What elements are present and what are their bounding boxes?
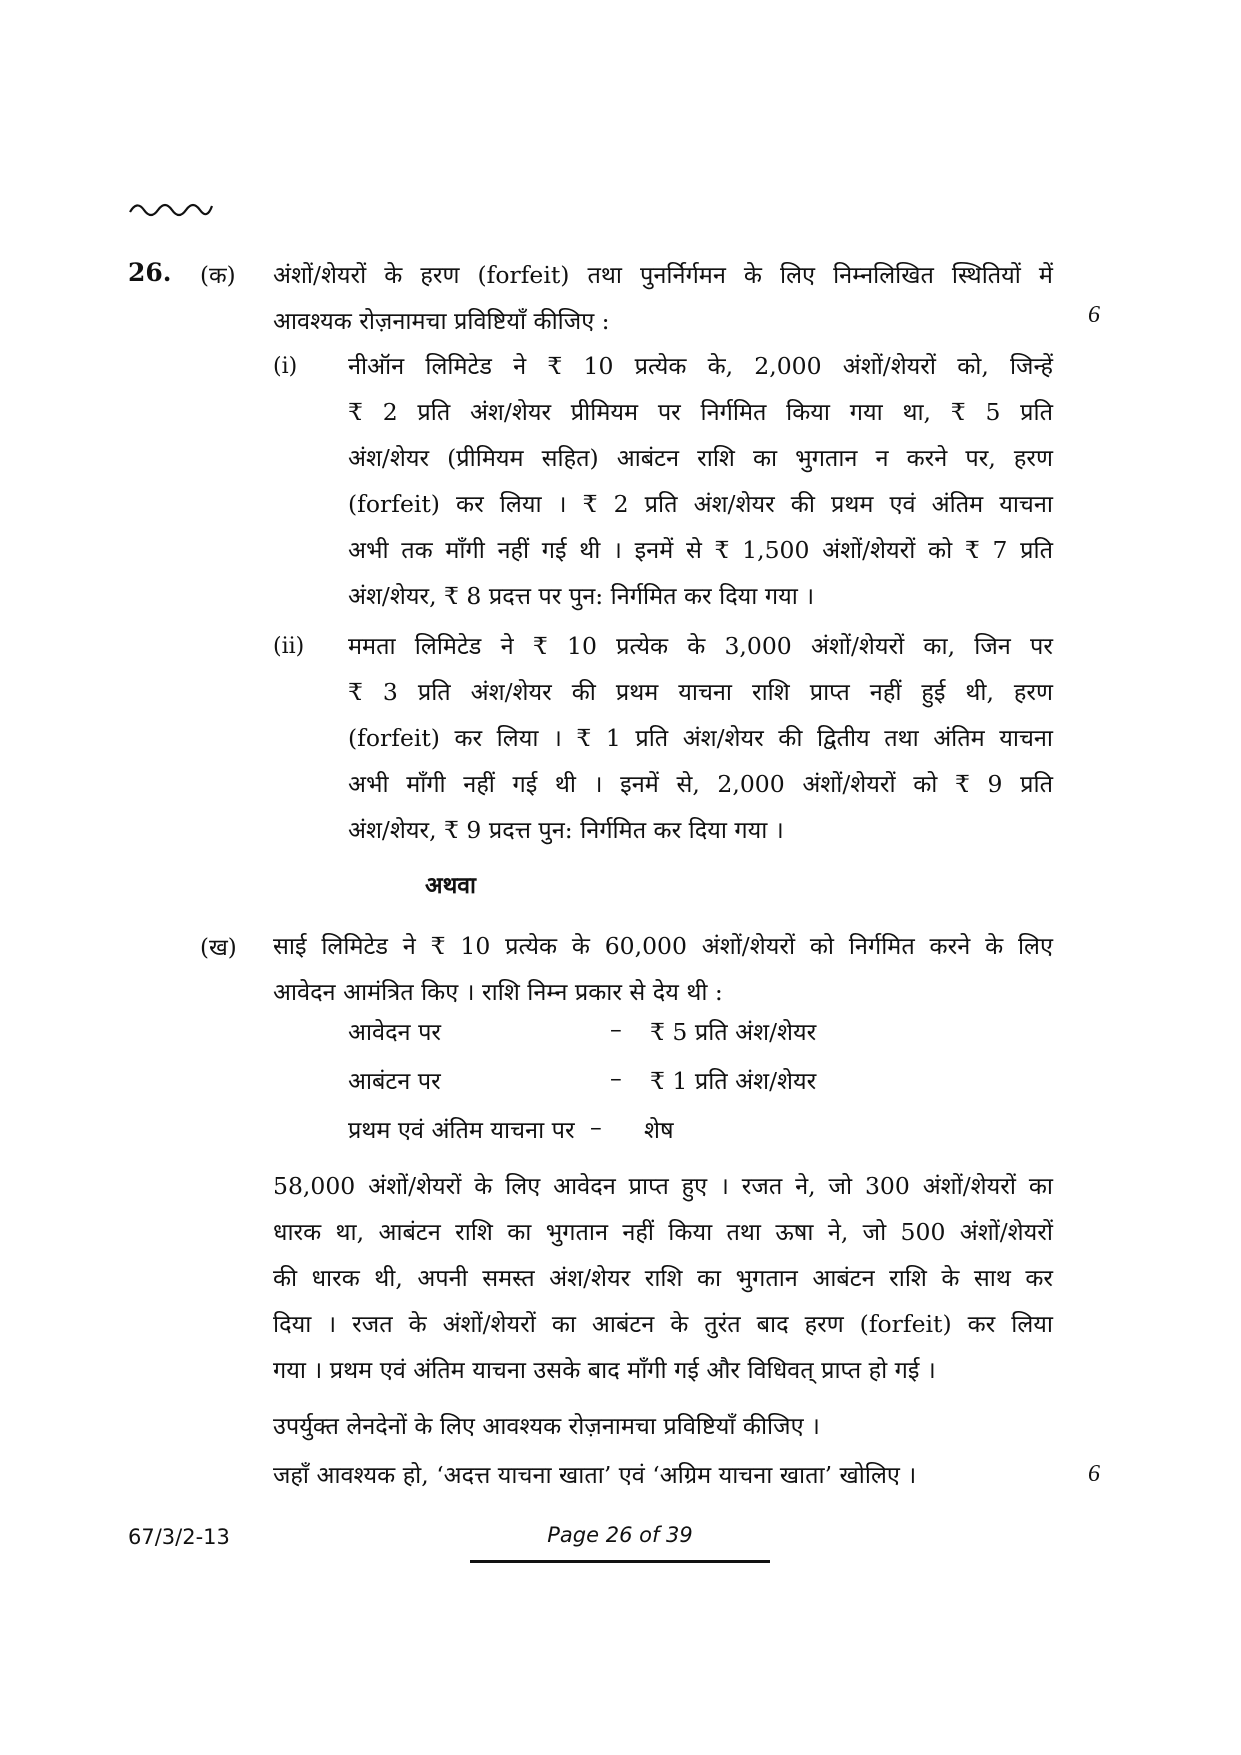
schedule-amount: शेष	[644, 1116, 674, 1144]
sub-i-line: अभी तक माँगी नहीं गई थी । इनमें से ₹ 1,500 अंशों/शेयरों को ₹ 7 प्रति	[348, 536, 1053, 564]
part-b-body-line: की धारक थी, अपनी समस्त अंश/शेयर राशि का भुगतान आबंटन राशि के साथ कर	[273, 1264, 1053, 1292]
page-number: Page 26 of 39	[547, 1523, 693, 1547]
part-a-label: (क)	[200, 263, 236, 289]
schedule-label: आबंटन पर	[348, 1067, 441, 1095]
sub-i-line: नीऑन लिमिटेड ने ₹ 10 प्रत्येक के, 2,000 अंशों/शेयरों को, जिन्हें	[348, 352, 1053, 380]
part-a-intro	[273, 252, 1053, 344]
sub-ii-text	[348, 623, 1053, 853]
schedule-amount: ₹ 1 प्रति अंश/शेयर	[650, 1067, 817, 1095]
paper-code: 67/3/2-13	[128, 1525, 230, 1549]
question-number: 26.	[128, 258, 172, 287]
sub-ii-line: ₹ 3 प्रति अंश/शेयर की प्रथम याचना राशि प्राप्त नहीं हुई थी, हरण	[348, 678, 1053, 706]
or-heading: अथवा	[425, 872, 477, 899]
schedule-amount: ₹ 5 प्रति अंश/शेयर	[650, 1018, 817, 1046]
part-b-body-line: गया । प्रथम एवं अंतिम याचना उसके बाद माँगी गई और विधिवत् प्राप्त हो गई ।	[273, 1356, 936, 1384]
part-b-label: (ख)	[200, 935, 237, 961]
schedule-label: प्रथम एवं अंतिम याचना पर	[348, 1116, 575, 1144]
schedule-row	[348, 1015, 948, 1061]
sub-ii-line: (forfeit) कर लिया । ₹ 1 प्रति अंश/शेयर की द्वितीय तथा अंतिम याचना	[348, 724, 1053, 752]
schedule-row	[348, 1113, 948, 1159]
payment-schedule	[348, 1015, 948, 1165]
part-b-body	[273, 1163, 1053, 1393]
part-b-marks: 6	[1088, 1461, 1100, 1487]
part-b-body-line: दिया । रजत के अंशों/शेयरों का आबंटन के तुरंत बाद हरण (forfeit) कर लिया	[273, 1310, 1053, 1338]
sub-i-line: अंश/शेयर (प्रीमियम सहित) आबंटन राशि का भुगतान न करने पर, हरण	[348, 444, 1053, 472]
sub-ii-line: अंश/शेयर, ₹ 9 प्रदत्त पुन: निर्गमित कर दिया गया ।	[348, 816, 784, 844]
part-b-instruction-line: उपर्युक्त लेनदेनों के लिए आवश्यक रोज़नामचा प्रविष्टियाँ कीजिए ।	[273, 1412, 820, 1440]
footer-underline	[470, 1560, 770, 1563]
schedule-label: आवेदन पर	[348, 1018, 442, 1046]
schedule-row	[348, 1064, 948, 1110]
part-a-intro-line: अंशों/शेयरों के हरण (forfeit) तथा पुनर्निर्गमन के लिए निम्नलिखित स्थितियों में	[273, 261, 1053, 289]
sub-i-line: अंश/शेयर, ₹ 8 प्रदत्त पर पुन: निर्गमित कर दिया गया ।	[348, 582, 815, 610]
sub-ii-label: (ii)	[273, 634, 305, 659]
part-b-intro-line: आवेदन आमंत्रित किए । राशि निम्न प्रकार से देय थी :	[273, 978, 723, 1006]
sub-i-label: (i)	[273, 354, 298, 379]
part-a-intro-line: आवश्यक रोज़नामचा प्रविष्टियाँ कीजिए :	[273, 307, 610, 335]
sub-i-text	[348, 343, 1053, 619]
schedule-dash: –	[590, 1113, 602, 1141]
part-b-final-line	[273, 1452, 916, 1498]
part-b-body-line: धारक था, आबंटन राशि का भुगतान नहीं किया तथा ऊषा ने, जो 500 अंशों/शेयरों	[273, 1218, 1053, 1246]
part-a-marks: 6	[1088, 302, 1100, 328]
part-b-body-line: 58,000 अंशों/शेयरों के लिए आवेदन प्राप्त हुए । रजत ने, जो 300 अंशों/शेयरों का	[273, 1172, 1053, 1200]
part-b-intro-line: साई लिमिटेड ने ₹ 10 प्रत्येक के 60,000 अंशों/शेयरों को निर्गमित करने के लिए	[273, 932, 1053, 960]
part-b-instruction	[273, 1403, 820, 1449]
sub-i-line: (forfeit) कर लिया । ₹ 2 प्रति अंश/शेयर की प्रथम एवं अंतिम याचना	[348, 490, 1053, 518]
part-b-intro	[273, 923, 1053, 1015]
part-b-final-text: जहाँ आवश्यक हो, ‘अदत्त याचना खाता’ एवं ‘अग्रिम याचना खाता’ खोलिए ।	[273, 1461, 917, 1489]
sub-i-line: ₹ 2 प्रति अंश/शेयर प्रीमियम पर निर्गमित किया गया था, ₹ 5 प्रति	[348, 398, 1053, 426]
sub-ii-line: ममता लिमिटेड ने ₹ 10 प्रत्येक के 3,000 अंशों/शेयरों का, जिन पर	[348, 632, 1053, 660]
schedule-dash: –	[610, 1064, 622, 1092]
sub-ii-line: अभी माँगी नहीं गई थी । इनमें से, 2,000 अंशों/शेयरों को ₹ 9 प्रति	[348, 770, 1053, 798]
schedule-dash: –	[610, 1015, 622, 1043]
wavy-mark-icon	[128, 198, 214, 220]
